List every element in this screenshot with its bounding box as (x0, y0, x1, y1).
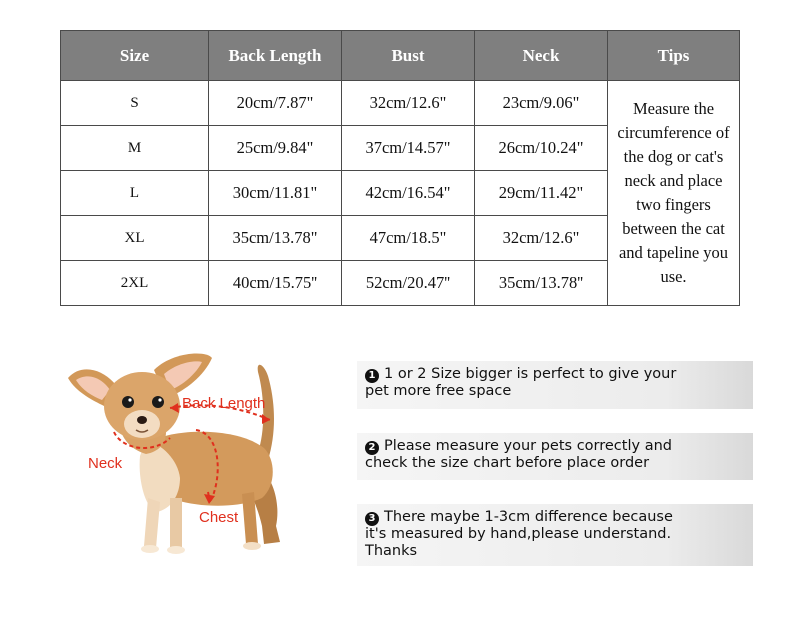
size-cell: S (61, 81, 209, 126)
bust-cell: 42cm/16.54" (342, 171, 475, 216)
neck-cell: 35cm/13.78'' (475, 261, 608, 306)
note-text-1: 1 or 2 Size bigger is perfect to give your pet more free space (365, 366, 677, 399)
size-chart-table (60, 30, 740, 306)
bust-cell: 37cm/14.57" (342, 126, 475, 171)
number-3-badge: 3 (365, 512, 379, 526)
note-item-2 (357, 433, 753, 480)
back-length-cell: 35cm/13.78" (209, 216, 342, 261)
size-cell: M (61, 126, 209, 171)
number-2-badge: 2 (365, 441, 379, 455)
note-item-3 (357, 504, 753, 566)
header-tips: Tips (608, 31, 740, 81)
chest-label: Chest (199, 509, 239, 526)
note-item-1 (357, 361, 753, 409)
dog-measurement-figure (62, 348, 322, 563)
bust-cell: 52cm/20.47'' (342, 261, 475, 306)
header-bust: Bust (342, 31, 475, 81)
bust-cell: 47cm/18.5" (342, 216, 475, 261)
note-text-3: There maybe 1-3cm difference because it's measured by hand,please understand. Thanks (365, 509, 673, 559)
header-size: Size (61, 31, 209, 81)
neck-cell: 29cm/11.42" (475, 171, 608, 216)
neck-cell: 26cm/10.24" (475, 126, 608, 171)
header-back-length: Back Length (209, 31, 342, 81)
size-cell: XL (61, 216, 209, 261)
back-length-cell: 20cm/7.87" (209, 81, 342, 126)
neck-label: Neck (88, 455, 123, 472)
header-neck: Neck (475, 31, 608, 81)
back-length-label: Back Length (182, 395, 266, 412)
bust-cell: 32cm/12.6" (342, 81, 475, 126)
neck-cell: 23cm/9.06" (475, 81, 608, 126)
back-length-cell: 40cm/15.75'' (209, 261, 342, 306)
size-cell: L (61, 171, 209, 216)
note-text-2: Please measure your pets correctly and check the size chart before place order (365, 438, 672, 471)
number-1-badge: 1 (365, 369, 379, 383)
table-header-row (61, 31, 740, 81)
size-cell: 2XL (61, 261, 209, 306)
table-row (61, 81, 740, 126)
back-length-cell: 25cm/9.84" (209, 126, 342, 171)
back-length-cell: 30cm/11.81" (209, 171, 342, 216)
neck-cell: 32cm/12.6" (475, 216, 608, 261)
tips-cell: Measure the circumference of the dog or cat's neck and place two fingers between the cat and tapeline you use. (608, 81, 740, 306)
